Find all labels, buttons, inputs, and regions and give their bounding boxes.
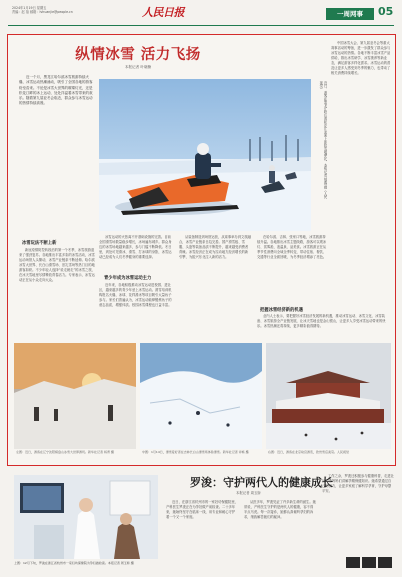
photo-caption-left: 左图：近日，游客在辽宁沈阳棋盘山冰雪大世界游玩。新华社记者 杨青 摄 bbox=[16, 450, 114, 454]
qr-block-icon bbox=[346, 557, 360, 568]
feature-article bbox=[7, 34, 396, 466]
page-number: 05 bbox=[378, 5, 394, 18]
feature-body-col6: 业内人士表示，要把握好冰雪经济发展的新机遇，推动冰雪运动、冰雪文化、冰雪装备、冰雪旅游全产业链发展，让冰天雪地也是金山银山，让更多人享受冰雪运动带来的快乐。冰雪热潮还将持续，更多精彩值得期待。 bbox=[257, 314, 386, 328]
lower-article-title: 罗浚：守护两代人的健康成长 bbox=[190, 476, 333, 489]
feature-byline: 本报记者 叶晓楠 bbox=[124, 65, 152, 69]
qr-block-icon bbox=[378, 557, 392, 568]
feature-body-col1: 新冠疫情防控转段后的第一个冬季，冰雪旅游迎来了强劲复苏。各地推出丰富多彩的冰雪活动，冰雪运动场馆人头攒动，冰雪产业链条不断延伸。哈尔滨冰雪大世界、长白山滑雪场、崇礼雪场等热门目的地游客如织。不少年轻人选择“说走就走”的冰雪之旅，在冰天雪地里尽情释放青春活力。专家表示，冰雪运动正在从小众走向大众。 bbox=[19, 248, 95, 282]
subhead-2: 青少年成为冰雪运动主力 bbox=[104, 276, 152, 281]
issue-date: 2024年1月19日 星期五 bbox=[12, 6, 47, 10]
feature-body-col3: 从装备制造到场馆运营，从赛事举办到文旅融合，冰雪产业链条日趋完善。国产滑雪板、雪服、头盔等装备品质不断提升，越来越受消费者青睐。冰雪经济正在成为拉动地方经济增长的新引擎，为振兴东北注入新的活力。 bbox=[179, 235, 251, 259]
lower-body-col3: 工作之余，罗浚还积极参与健康科普，走进社区为准妈妈们讲解孕期保健知识。她希望通过自己的努力，让更多家庭了解科学孕育，守护母婴平安。 bbox=[322, 474, 394, 493]
snowmobile-photo bbox=[99, 79, 311, 231]
newspaper-logo: 人民日报 bbox=[142, 6, 184, 19]
qr-code-strip[interactable] bbox=[346, 557, 392, 568]
feature-body-col2a: 冰雪运动的火热离不开基础设施的完善。目前全国滑雪场数量稳步增长，冰场遍布城乡。群众身边的冰雪场地越来越多，参与门槛不断降低。冬日里，到处可见滑冰、滑雪、打冰球的身影，冰雪运动已经成为人们冬季健身的重要选择。 bbox=[99, 235, 172, 259]
photo-left-snow-sculpture bbox=[14, 343, 136, 449]
subhead-1: 冰雪玩法不断上新 bbox=[22, 241, 57, 246]
feature-body-col4: 中国冰雪大会、第九届亚冬会等重大赛事活动的筹备，进一步激发了群众参与冰雪运动的热情。各地不断丰富冰雪产品供给，推出冰雪研学、冰雪康养等新业态，满足游客多样化需求。冰雪运动的普及让更多人感受到冬季的魅力，也带动了相关消费持续增长。 bbox=[331, 41, 391, 75]
header-divider bbox=[8, 25, 394, 26]
photo-right-palace-snow bbox=[266, 343, 391, 449]
header-meta bbox=[12, 6, 73, 15]
lower-body-col1: 近日，在浙江省杭州市的一家妇幼保健院里，产科医生罗浚正在为孕妇做产前检查。二十多年来，她始终坚守在临床一线，用专业和耐心守护着一个又一个家庭。 bbox=[166, 500, 238, 519]
feature-body-col5: 在哈尔滨、吉林、张家口等地，冰雪旅游持续升温。各地推出冰雪主题线路，游客可以观冰灯、赏雾凇、泡温泉、品美食。冰雪旅游正在从季节性消费向全域全季转变，带动住宿、餐饮、交通等行业全面回暖，为冬季经济增添了亮色。 bbox=[257, 235, 327, 259]
feature-body-col2: 近年来，各地积极推动冰雪运动进校园、进社区，越来越多的青少年爱上冰雪运动。滑雪培训机构报名火爆，冰球、花样滑冰等项目吸引大量孩子参与。家长们普遍认为，冰雪运动能够锻炼孩子的意志品质，增强体质。校园冰雪课程也日益丰富。 bbox=[99, 283, 172, 307]
lower-article-byline: 本报记者 周玉娇 bbox=[236, 491, 261, 495]
feature-lead: 近一个月，黑龙江哈尔滨冰雪旅游持续火爆，冰雪运动热潮涌动，吸引了全国各地的游客纷至沓来。不论是冰雪大世界的璀璨灯光，还是松花江畔的冰上运动，处处洋溢着冰雪带来的欢乐。随着第九届亚冬会临近，群众参与冰雪运动的热情持续高涨。 bbox=[19, 75, 93, 106]
photo-caption-right: 右图：近日，游客在北京故宫游览，欣赏雪后美景。人民视觉 bbox=[268, 450, 350, 454]
qr-block-icon bbox=[362, 557, 376, 568]
subhead-5: 把握冰雪经济新的机遇 bbox=[260, 308, 303, 313]
page-header bbox=[8, 3, 398, 25]
doctor-photo-caption: 上图：12月下旬，罗浚在浙江省杭州市一家妇幼保健院为孕妇做检查。本报记者 周玉娇 摄 bbox=[14, 561, 134, 565]
photo-caption-middle: 中图：1月14日，滑雪爱好者在吉林长白山滑雪场体验滑雪。新华社记者 许畅 摄 bbox=[142, 450, 249, 454]
lower-body-col2: 从医多年，罗浚见证了许多新生命的诞生。她常说，产科医生守护的是两代人的健康，容不得半点马虎。每一次接诊，她都认真倾听孕妇的诉求，细致解答她们的疑问。 bbox=[244, 500, 316, 519]
feature-title: 纵情冰雪 活力飞扬 bbox=[75, 46, 201, 63]
photo-middle-ski-slope bbox=[140, 343, 262, 449]
editors-line: 责编：赵 蓓 邮箱：lvhuanjie@people.cn bbox=[12, 10, 73, 15]
doctor-photo bbox=[14, 475, 158, 559]
section-tag: 一周网事 bbox=[326, 8, 374, 20]
main-photo-caption: 近日，游客在黑龙江哈尔滨松花江冰面上体验雪地摩托。本报记者 郝鑫 摄（人民视觉） bbox=[318, 81, 327, 199]
